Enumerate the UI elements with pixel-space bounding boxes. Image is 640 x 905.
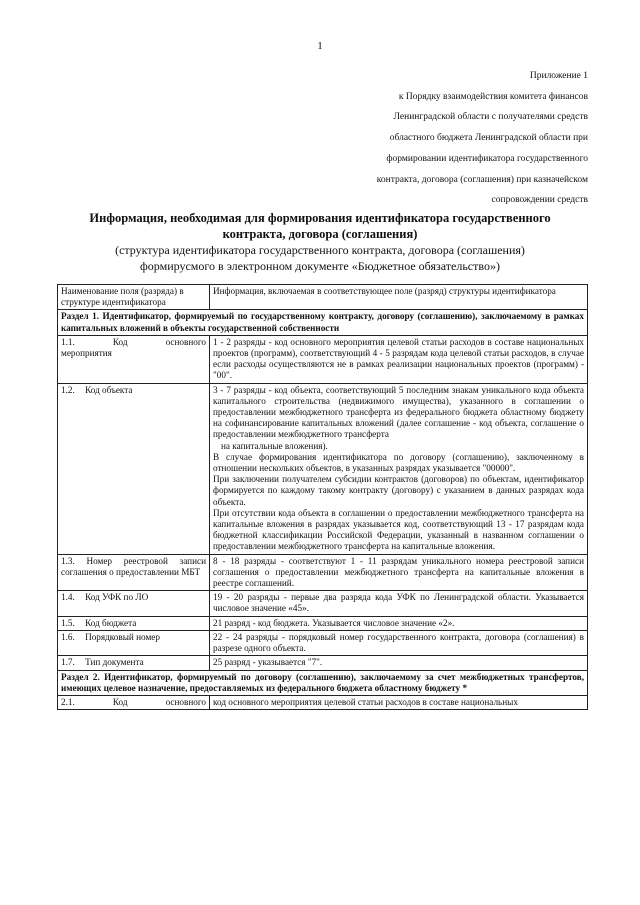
subtitle-line: формирусмого в электронном документе «Бюджетное обязательство»): [140, 259, 500, 273]
field-label: Код объекта: [85, 384, 133, 395]
appendix-line: к Порядку взаимодействия комитета финансов: [398, 91, 588, 102]
field-label: Номер реестровой записи соглашения о предоставлении МБТ: [61, 555, 206, 577]
appendix-line: Ленинградской области с получателями средств: [393, 112, 588, 123]
field-info-cell: 25 разряд - указывается "7".: [210, 656, 588, 670]
field-info-cell: 1 - 2 разряды - код основного мероприятия целевой статьи расходов в составе национальных проектов (программ), соответствующий 4 - 5 разрядам кода целевой статьи расходов, в случае если расходы осуществляются не в рамках реализации национальных проектов (программ) - "00".: [210, 335, 588, 383]
field-info-cell: 8 - 18 разряды - соответствуют 1 - 11 разрядам уникального номера реестровой записи соглашения о предоставлении межбюджетного трансферта на капитальные вложения в реестре соглашений.: [210, 554, 588, 591]
subtitle-line: (структура идентификатора государственного контракта, договора (соглашения): [115, 243, 525, 257]
row-number: 1.3.: [61, 555, 75, 566]
table-row: [58, 591, 588, 616]
field-label: Код: [112, 336, 128, 347]
field-name-cell: [58, 335, 210, 383]
table-row: [58, 554, 588, 591]
info-paragraph: При заключении получателем субсидии контрактов (договоров) по объектам, идентификатор формируется по каждому такому контракту (договору) с указанием в данных разрядах кода объекта.: [213, 474, 584, 507]
table-row: [58, 656, 588, 670]
header-cell: Информация, включаемая в соответствующее поле (разряд) структуры идентификатора: [210, 285, 588, 310]
field-label: основного: [165, 336, 206, 347]
table-row: [58, 383, 588, 554]
field-label: основного: [165, 696, 206, 707]
field-label: Код УФК по ЛО: [85, 592, 149, 603]
field-info-cell: [210, 383, 588, 554]
field-name-cell: [58, 383, 210, 554]
info-paragraph: на капитальные вложения).: [221, 440, 328, 451]
table-row: [58, 630, 588, 655]
row-number: 1.2.: [61, 384, 75, 395]
row-number: 1.5.: [61, 617, 75, 628]
info-paragraph: При отсутствии кода объекта в соглашении о предоставлении межбюджетного трансферта на капитальные вложения в разрядах указывается код, соответствующий 13 - 17 разрядам кода бюджетной классификации Российской Федерации, указанный в названном соглашении о предоставлении межбюджетного трансферта на капитальные вложения.: [213, 507, 584, 552]
appendix-line: областного бюджета Ленинградской области при: [389, 133, 588, 144]
row-number: 1.6.: [61, 631, 75, 642]
field-name-cell: [58, 656, 210, 670]
field-label: Код бюджета: [85, 617, 137, 628]
info-paragraph: 3 - 7 разряды - код объекта, соответствующий 5 последним знакам уникального кода объекта капитального строительства (недвижимого имущества), указанного в соглашении о предоставлении межбюджетного трансферта из федерального бюджета областному бюджету на софинансирование капитальных вложений (далее соглашение - код объекта, соглашение о предоставлении межбюджетного трансферта: [213, 384, 584, 440]
field-label: Код: [112, 696, 128, 707]
row-number: 1.1.: [61, 336, 75, 347]
appendix-line: формировании идентификатора государственного: [386, 153, 588, 164]
title-line: Информация, необходимая для формирования идентификатора государственного: [89, 211, 551, 225]
field-name-cell: [58, 616, 210, 630]
table-header-row: [58, 285, 588, 310]
identifier-structure-table: [57, 284, 588, 710]
document-title: [60, 210, 580, 274]
field-name-cell: [58, 630, 210, 655]
row-number: 1.7.: [61, 657, 75, 668]
appendix-header: [258, 66, 588, 211]
section-1-title: Раздел 1. Идентификатор, формируемый по государственному контракту, договору (соглашению), заключаемому в рамках капитальных вложений в объекты государственной собственности: [58, 310, 588, 335]
section-row: [58, 670, 588, 695]
field-name-cell: [58, 695, 210, 709]
page-number: 1: [317, 40, 323, 52]
field-info-cell: 21 разряд - код бюджета. Указывается числовое значение «2».: [210, 616, 588, 630]
header-cell: Наименование поля (разряда) в структуре идентификатора: [58, 285, 210, 310]
table-row: [58, 695, 588, 709]
field-name-cell: [58, 591, 210, 616]
field-label: Тип документа: [85, 657, 144, 668]
appendix-line: сопровождении средств: [491, 195, 588, 206]
appendix-line: Приложение 1: [529, 71, 588, 81]
field-label: Порядковый номер: [85, 631, 160, 642]
field-info-cell: 22 - 24 разряды - порядковый номер государственного контракта, договора (соглашения) в разрезе одного объекта.: [210, 630, 588, 655]
row-number: 2.1.: [61, 696, 75, 707]
table-row: [58, 335, 588, 383]
section-row: [58, 310, 588, 335]
table-row: [58, 616, 588, 630]
field-info-cell: 19 - 20 разряды - первые два разряда кода УФК по Ленинградской области. Указывается числовое значение «45».: [210, 591, 588, 616]
field-name-cell: [58, 554, 210, 591]
section-2-title: Раздел 2. Идентификатор, формируемый по договору (соглашению), заключаемому за счет межбюджетных трансфертов, имеющих целевое назначение, предоставляемых из федерального бюджета областному бюджету *: [58, 670, 588, 695]
field-label: мероприятия: [61, 348, 112, 359]
appendix-line: контракта, договора (соглашения) при казначейском: [376, 174, 588, 185]
field-info-cell: код основного мероприятия целевой статьи расходов в составе национальных: [210, 695, 588, 709]
info-paragraph: В случае формирования идентификатора по договору (соглашению), заключенному в отношении нескольких объектов, в указанных разрядах указывается "00000".: [213, 451, 584, 474]
row-number: 1.4.: [61, 592, 75, 603]
title-line: контракта, договора (соглашения): [222, 227, 418, 241]
